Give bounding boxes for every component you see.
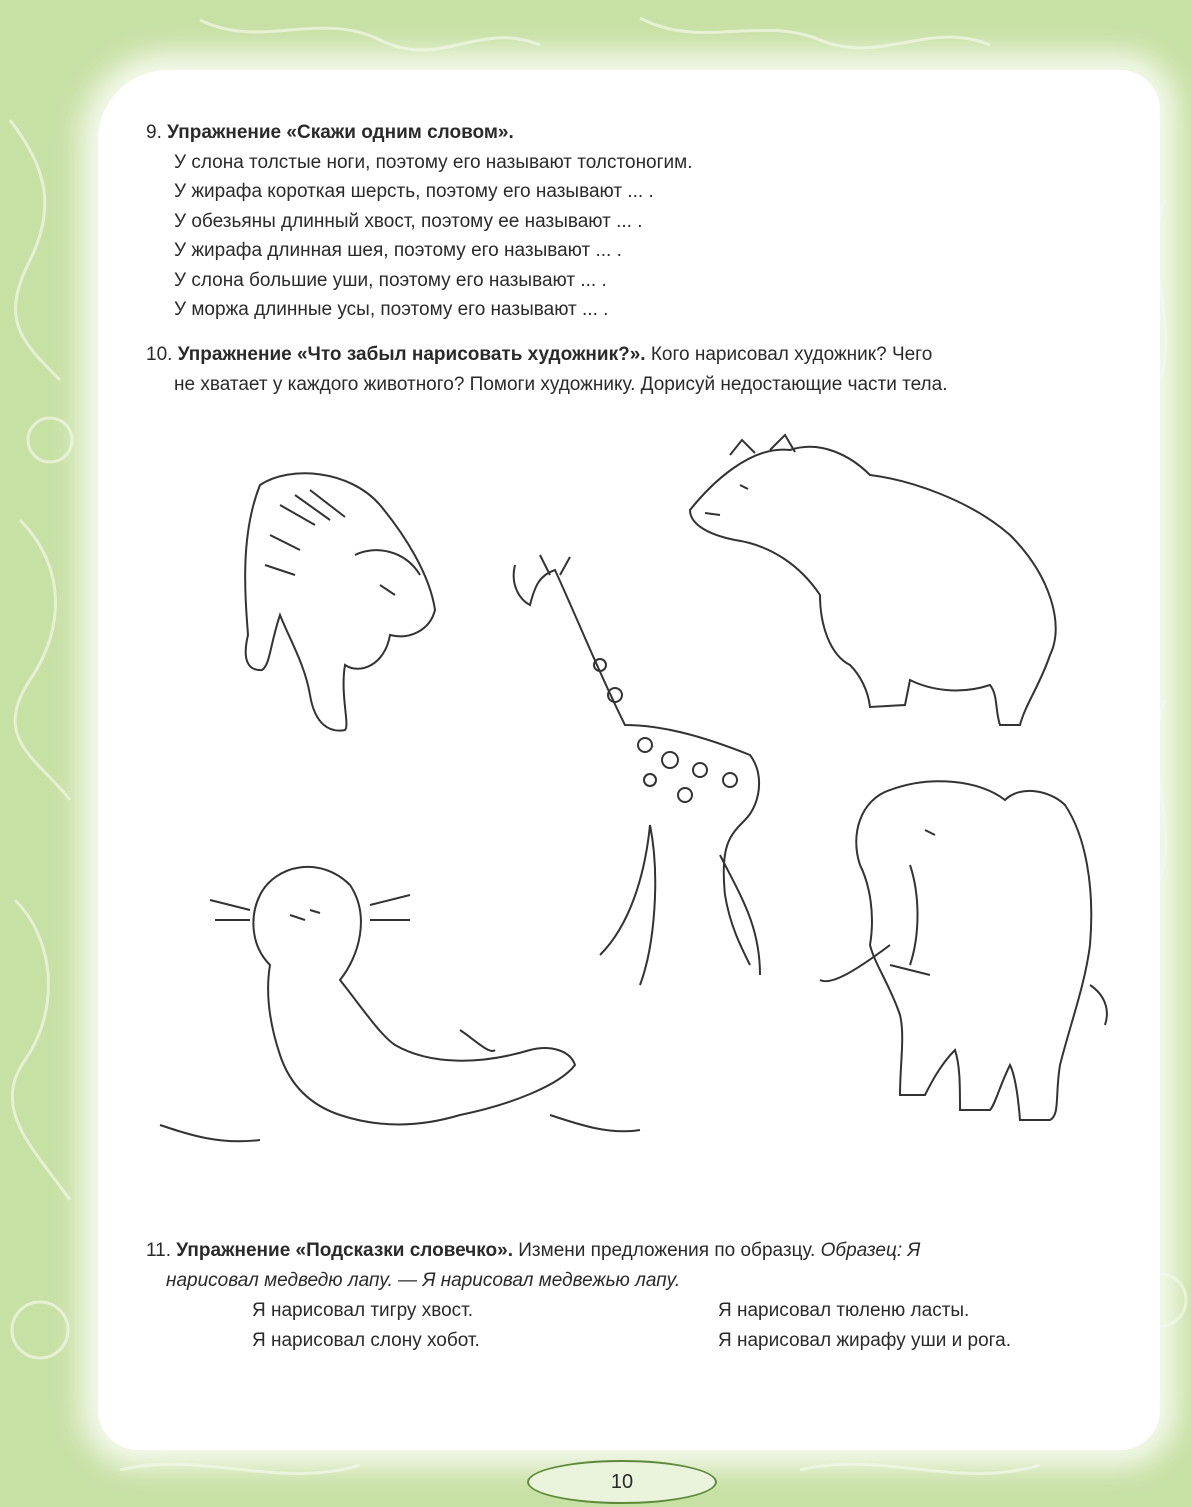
exercise-10-text-1: Кого нарисовал художник? Чего [645, 344, 933, 365]
exercise-9-line: У слона толстые ноги, поэтому его называют толстоногим. [174, 151, 693, 173]
exercise-11-sentence: Я нарисовал тигру хвост. [252, 1300, 474, 1321]
exercise-9-number: 9. [146, 122, 162, 143]
exercise-9-line: У слона большие уши, поэтому его называют ... . [174, 269, 607, 291]
seal-drawing [160, 867, 640, 1141]
exercise-9-line: У жирафа длинная шея, поэтому его называют ... . [174, 240, 622, 261]
elephant-drawing [820, 781, 1107, 1120]
giraffe-drawing [514, 555, 760, 985]
exercise-11-text: Измени предложения по образцу. [513, 1240, 821, 1261]
exercise-10-number: 10. [146, 344, 173, 365]
exercise-10-title: Упражнение «Что забыл нарисовать художник?». [177, 344, 646, 365]
exercise-11-sample-2: нарисовал медведю лапу. — Я нарисовал медвежью лапу. [166, 1269, 681, 1291]
exercise-11-sample-1: Образец: Я [820, 1240, 921, 1261]
exercise-9 [146, 118, 1126, 325]
exercise-10 [146, 340, 1126, 399]
exercise-11-column-right [718, 1296, 1011, 1356]
exercise-9-line: У жирафа короткая шерсть, поэтому его называют ... . [174, 181, 654, 202]
exercise-11-sentence: Я нарисовал жирафу уши и рога. [718, 1330, 1012, 1351]
tiger-drawing [245, 473, 435, 730]
exercise-11 [146, 1236, 1136, 1295]
exercise-9-line: У обезьяны длинный хвост, поэтому ее называют ... . [174, 210, 643, 232]
exercise-11-number: 11. [146, 1240, 172, 1261]
page-number: 10 [527, 1460, 717, 1504]
exercise-11-title: Упражнение «Подсказки словечко». [176, 1240, 513, 1261]
exercise-9-line: У моржа длинные усы, поэтому его называют ... . [174, 299, 609, 320]
exercise-11-sentence: Я нарисовал слону хобот. [252, 1330, 480, 1351]
exercise-11-sentence: Я нарисовал тюленю ласты. [718, 1300, 970, 1321]
bear-drawing [690, 435, 1056, 725]
exercise-10-text-2: не хватает у каждого животного? Помоги художнику. Дорисуй недостающие части тела. [174, 373, 948, 395]
exercise-9-title: Упражнение «Скажи одним словом». [167, 122, 514, 143]
animals-illustration [130, 425, 1130, 1210]
exercise-11-column-left [252, 1296, 480, 1356]
